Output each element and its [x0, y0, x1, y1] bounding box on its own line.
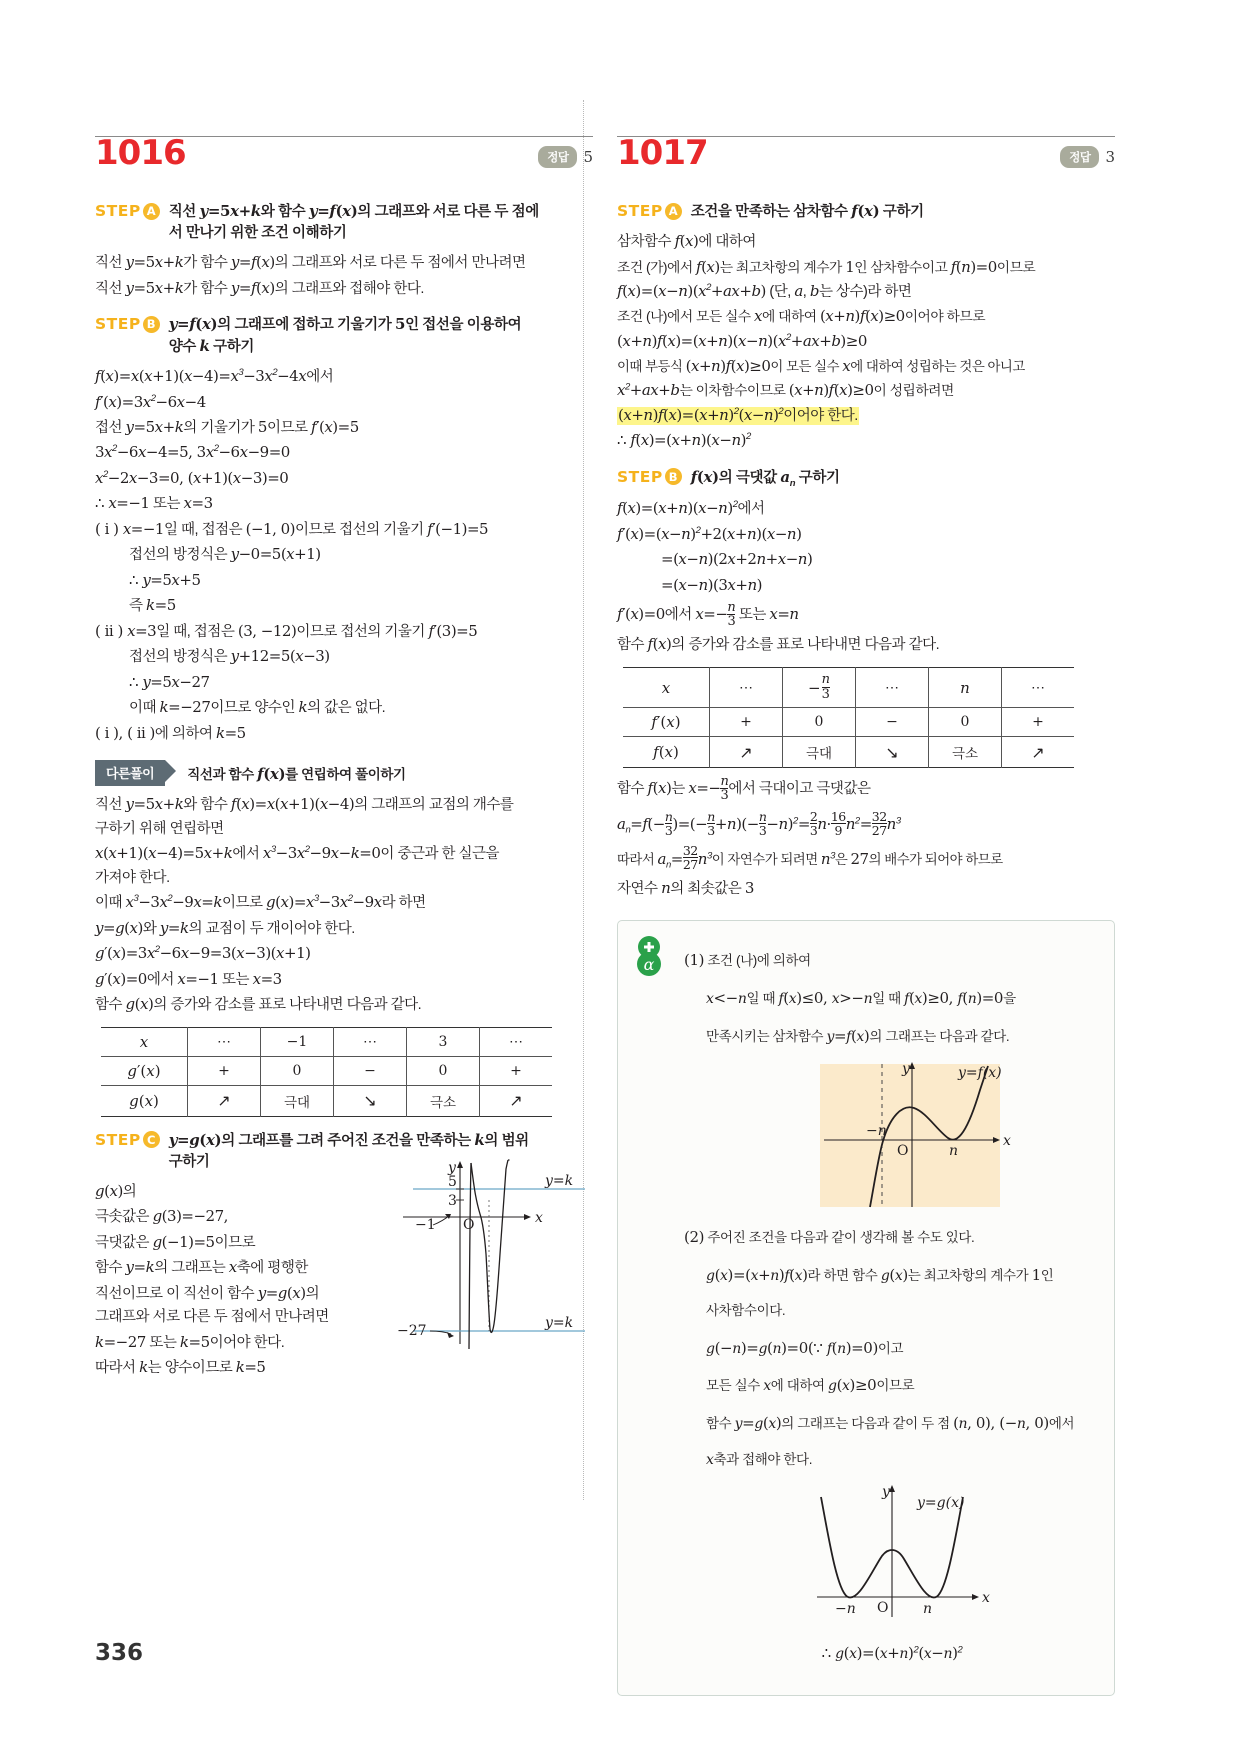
svg-text:n: n [949, 1142, 959, 1159]
svg-text:x: x [982, 1590, 990, 1607]
answer-badge [538, 146, 593, 168]
problem-1016-header [95, 133, 593, 188]
svg-text:y: y [882, 1485, 890, 1501]
svg-text:x: x [1003, 1132, 1011, 1149]
graph-svg [385, 1159, 600, 1354]
highlighted-line: $(x+n)f(x)=(x+n)^2(x-n)^2$이어야 한다. [618, 405, 858, 424]
svg-text:3: 3 [448, 1192, 457, 1209]
cell: 0 [261, 1056, 334, 1085]
solution-line: y=g(x)와 y=k의 교점이 두 개이어야 한다. [95, 918, 355, 937]
alt-solution-tag: 다른풀이 [95, 760, 165, 786]
step-tag [95, 201, 160, 220]
solution-line: ( ii ) x=3일 때, 접점은 (3, −12)이므로 접선의 기울기 f′(3)=5 [95, 621, 478, 640]
cell: − [334, 1056, 407, 1085]
solution-line: $x^2+ax+b$는 이차함수이므로 (x+n)f(x)≥0이 성립하려면 [617, 381, 954, 400]
row-header: g(x) [129, 1091, 159, 1110]
svg-text:O: O [463, 1216, 475, 1233]
table-row [623, 737, 1074, 768]
solution-line: $a_n=f(-$ $\frac{n}{3}$ )=(− $\frac{n}{3}$ +n)(− $\frac{n}{3}$ −n)$^2$= $\frac{2}{3}$ n· $\frac{16}{9}$ $n^2=$ $\frac{32}{27}$ $n^3$ [617, 808, 901, 838]
solution-line: $g'(x)=3x^2-6x-9=3(x-3)(x+1)$ [95, 944, 311, 963]
plus-alpha-line: x축과 접해야 한다. [706, 1452, 813, 1469]
solution-line: 조건 (가)에서 f(x)는 최고차항의 계수가 1인 삼차함수이고 f(n)=0이므로 [617, 257, 1036, 276]
table-row [623, 667, 1074, 708]
problem-1017-column [617, 96, 1115, 1696]
svg-text:x: x [535, 1209, 543, 1226]
solution-line: 삼차함수 f(x)에 대하여 [617, 232, 756, 251]
solution-line: 직선 y=5x+k가 함수 y=f(x)의 그래프와 서로 다른 두 점에서 만나려면 [95, 253, 526, 272]
solution-line: 따라서 k는 양수이므로 k=5 [95, 1358, 266, 1377]
solution-line: g(x)의 [95, 1181, 137, 1200]
solution-line: 접선의 방정식은 y+12=5(x−3) [129, 647, 330, 666]
graph-1016 [385, 1159, 600, 1354]
svg-text:5: 5 [448, 1173, 457, 1190]
solution-line: 직선 y=5x+k와 함수 f(x)=x(x+1)(x−4)의 그래프의 교점의 개수를 [95, 795, 514, 814]
plus-alpha-graph-2 [684, 1485, 1100, 1635]
solution-line: 자연수 n의 최솟값은 3 [617, 879, 754, 898]
plus-alpha-badge [632, 935, 666, 975]
plus-alpha-conclusion: ∴ $g(x)=(x+n)^2(x-n)^2$ [821, 1644, 963, 1663]
solution-line: 극댓값은 g(−1)=5이므로 [95, 1232, 256, 1251]
cell: n [929, 667, 1002, 708]
cell: 극소 [407, 1085, 480, 1116]
solution-line: 극솟값은 g(3)=−27, [95, 1207, 228, 1226]
cell: ⋯ [710, 667, 783, 708]
cell: − $\frac{n}{3}$ [783, 667, 856, 708]
answer-label: 정답 [1060, 146, 1099, 168]
solution-line: k=−27 또는 k=5이어야 한다. [95, 1332, 285, 1351]
step-c-title: y=g(x)의 그래프를 그려 주어진 조건을 만족하는 k의 범위 구하기 [168, 1130, 529, 1170]
solution-line: $3x^2-6x-4=5$, $3x^2-6x-9=0$ [95, 443, 290, 462]
solution-line: 조건 (나)에서 모든 실수 x에 대하여 (x+n)f(x)≥0이어야 하므로 [617, 307, 986, 326]
solution-line: $f'(x)=3x^2-6x-4$ [95, 392, 206, 411]
solution-line: ( i ) x=−1일 때, 접점은 (−1, 0)이므로 접선의 기울기 f′(−1)=5 [95, 519, 489, 538]
graph-svg [777, 1485, 1007, 1635]
solution-line: 함수 f(x)는 x=− $\frac{n}{3}$ 에서 극대이고 극댓값은 [617, 773, 871, 804]
graph-svg [762, 1062, 1022, 1212]
solution-line: $f(x)=(x+n)(x-n)^2$에서 [617, 499, 765, 518]
row-header: x [139, 1032, 149, 1051]
step-b-header [95, 314, 593, 358]
svg-text:n: n [923, 1601, 933, 1618]
solution-line: g′(x)=0에서 x=−1 또는 x=3 [95, 969, 282, 988]
cell: 0 [783, 708, 856, 737]
cell: ⋯ [1002, 667, 1075, 708]
solution-line: 이때 $x^3-3x^2-9x=k$이므로 $g(x)=x^3-3x^2-9x$라 하면 [95, 893, 426, 912]
step-word: STEP [95, 202, 141, 220]
plus-alpha-line: x<−n일 때 f(x)≤0, x>−n일 때 f(x)≥0, f(n)=0을 [706, 988, 1016, 1007]
solution-line: 함수 f(x)의 증가와 감소를 표로 나타내면 다음과 같다. [617, 635, 940, 654]
solution-line: 구하기 위해 연립하면 [95, 820, 224, 837]
cell: −1 [261, 1027, 334, 1056]
solution-line: 따라서 $a_n=$ $\frac{32}{27}$ $n^3$이 자연수가 되려면 $n^3$은 27의 배수가 되어야 하므로 [617, 843, 1003, 873]
solution-line: $f(x)=(x-n)(x^2+ax+b)$ (단, a, b는 상수)라 하면 [617, 281, 912, 300]
cell: 3 [407, 1027, 480, 1056]
answer-value: 5 [583, 147, 593, 166]
answer-value: 3 [1105, 147, 1115, 166]
cell: + [188, 1056, 261, 1085]
step-badge-c: C [143, 1131, 160, 1148]
step-tag [617, 467, 682, 486]
step-badge-b: B [665, 468, 682, 485]
step-tag [95, 314, 160, 333]
cell: ↗ [1002, 737, 1075, 768]
step-word: STEP [95, 315, 141, 333]
solution-line: $f'(x)=(x-n)^2+2(x+n)(x-n)$ [617, 524, 802, 543]
step-a-title: 직선 y=5x+k와 함수 y=f(x)의 그래프와 서로 다른 두 점에 서 만나기 위한 조건 이해하기 [168, 202, 539, 242]
step-word: STEP [617, 202, 663, 220]
solution-line: 즉 k=5 [129, 596, 176, 615]
svg-text:y=k: y=k [545, 1314, 574, 1331]
solution-line: 함수 g(x)의 증가와 감소를 표로 나타내면 다음과 같다. [95, 995, 422, 1014]
solution-line: $f(x)=x(x+1)(x-4)=x^3-3x^2-4x$에서 [95, 367, 334, 386]
step-word: STEP [95, 1130, 141, 1149]
svg-text:−27: −27 [397, 1322, 427, 1339]
plus-alpha-body [684, 948, 1100, 1665]
solution-line: =(x−n)(3x+n) [661, 575, 762, 594]
solution-line: 가져야 한다. [95, 869, 170, 886]
variation-table-1017 [623, 667, 1074, 769]
plus-alpha-line: 사차함수이다. [706, 1303, 786, 1319]
svg-text:−n: −n [835, 1601, 856, 1618]
table-row [101, 1056, 552, 1085]
cell: ⋯ [188, 1027, 261, 1056]
svg-text:y: y [448, 1159, 456, 1176]
alt-solution-desc: 직선과 함수 f(x)를 연립하여 풀이하기 [187, 765, 406, 784]
cell: 극소 [929, 737, 1002, 768]
problem-1017-header [617, 133, 1115, 188]
plus-alpha-line: 함수 y=g(x)의 그래프는 다음과 같이 두 점 (n, 0), (−n, 0)에서 [706, 1414, 1075, 1433]
solution-line: f′(x)=0에서 x=− $\frac{n}{3}$ 또는 x=n [617, 599, 799, 630]
step-tag [617, 201, 682, 220]
solution-line: 이때 부등식 (x+n)f(x)≥0이 모든 실수 x에 대하여 성립하는 것은 아니고 [617, 357, 1025, 376]
solution-line: ∴ y=5x+5 [129, 570, 201, 589]
problem-1016-column [95, 96, 593, 1381]
solution-line: ∴ x=−1 또는 x=3 [95, 494, 213, 513]
step-b-title: y=f(x)의 그래프에 접하고 기울기가 5인 접선을 이용하여 양수 k 구하기 [168, 315, 522, 356]
solution-line: ( i ), ( ii )에 의하여 k=5 [95, 723, 246, 742]
plus-alpha-line: 만족시키는 삼차함수 y=f(x)의 그래프는 다음과 같다. [706, 1026, 1010, 1045]
solution-line: ∴ y=5x−27 [129, 672, 210, 691]
solution-line: $x^2-2x-3=0$, (x+1)(x−3)=0 [95, 468, 289, 487]
solution-line: 직선이므로 이 직선이 함수 y=g(x)의 [95, 1283, 320, 1302]
problem-number: 1017 [617, 133, 708, 173]
plus-alpha-box [617, 920, 1115, 1696]
step-b-title: f(x)의 극댓값 $a_n$ 구하기 [690, 467, 840, 489]
table-row [101, 1085, 552, 1116]
cell: ⋯ [480, 1027, 553, 1056]
solution-line: 함수 y=k의 그래프는 x축에 평행한 [95, 1258, 308, 1277]
cell: + [1002, 708, 1075, 737]
svg-text:y=f(x): y=f(x) [958, 1064, 1002, 1081]
svg-text:α: α [643, 954, 655, 974]
step-word: STEP [617, 467, 663, 486]
solution-line: 이때 k=−27이므로 양수인 k의 값은 없다. [129, 698, 386, 717]
solution-line: $(x+n)f(x)=(x+n)(x-n)(x^2+ax+b)\ge 0$ [617, 331, 867, 350]
step-tag [95, 1130, 160, 1149]
cell: + [710, 708, 783, 737]
row-header: x [661, 678, 671, 697]
cell: ↘ [334, 1085, 407, 1116]
step-badge-b: B [143, 316, 160, 333]
row-header: f′(x) [651, 713, 681, 732]
step-a-title: 조건을 만족하는 삼차함수 f(x) 구하기 [690, 202, 924, 220]
solution-line: ∴ $f(x)=(x+n)(x-n)^2$ [617, 431, 751, 450]
plus-alpha-line: 모든 실수 x에 대하여 g(x)≥0이므로 [706, 1376, 915, 1395]
cell: 0 [929, 708, 1002, 737]
step-a-header [617, 201, 1115, 223]
step-b-header [617, 467, 1115, 491]
answer-badge [1060, 146, 1115, 168]
step-badge-a: A [665, 203, 682, 220]
plus-alpha-icon [632, 935, 666, 977]
solution-line: 접선의 방정식은 y−0=5(x+1) [129, 545, 321, 564]
cell: ↗ [480, 1085, 553, 1116]
svg-text:−1: −1 [415, 1216, 436, 1233]
solution-line: =(x−n)(2x+2n+x−n) [661, 550, 813, 569]
plus-alpha-item: (1) 조건 (나)에 의하여 [684, 951, 811, 970]
svg-text:O: O [877, 1600, 889, 1617]
cell: ⋯ [856, 667, 929, 708]
solution-line: x(x+1)(x−4)=5x+k에서 $x^3-3x^2-9x-k=0$이 중근과 한 실근을 [95, 844, 500, 863]
cell: ↗ [188, 1085, 261, 1116]
row-header: f(x) [653, 743, 679, 762]
cell: − [856, 708, 929, 737]
svg-text:y: y [902, 1061, 910, 1077]
step-a-header [95, 201, 593, 244]
cell: 극대 [783, 737, 856, 768]
problem-number: 1016 [95, 133, 186, 173]
step-badge-a: A [143, 203, 160, 220]
cell: ↗ [710, 737, 783, 768]
answer-label: 정답 [538, 146, 577, 168]
svg-text:y=g(x): y=g(x) [917, 1495, 965, 1512]
row-header: g′(x) [127, 1061, 161, 1080]
plus-alpha-line: g(x)=(x+n)f(x)라 하면 함수 g(x)는 최고차항의 계수가 1인 [706, 1265, 1054, 1284]
cell: ⋯ [334, 1027, 407, 1056]
solution-line: 그래프와 서로 다른 두 점에서 만나려면 [95, 1309, 329, 1326]
solution-line: 직선 y=5x+k가 함수 y=f(x)의 그래프와 접해야 한다. [95, 278, 424, 297]
svg-text:−n: −n [866, 1122, 887, 1139]
cell: 극대 [261, 1085, 334, 1116]
cell: 0 [407, 1056, 480, 1085]
plus-alpha-item: (2) 주어진 조건을 다음과 같이 생각해 볼 수도 있다. [684, 1228, 975, 1247]
svg-text:y=k: y=k [545, 1172, 574, 1189]
cell: + [480, 1056, 553, 1085]
svg-text:O: O [897, 1142, 909, 1159]
page-number: 336 [95, 1640, 144, 1666]
plus-alpha-line: g(−n)=g(n)=0(∵ f(n)=0)이고 [706, 1338, 904, 1357]
table-row [101, 1027, 552, 1056]
alternative-solution-banner [95, 760, 593, 786]
variation-table-1016 [101, 1027, 552, 1117]
solution-line: 접선 y=5x+k의 기울기가 5이므로 f′(x)=5 [95, 418, 359, 436]
plus-alpha-graph-1 [684, 1062, 1100, 1212]
table-row [623, 708, 1074, 737]
cell: ↘ [856, 737, 929, 768]
